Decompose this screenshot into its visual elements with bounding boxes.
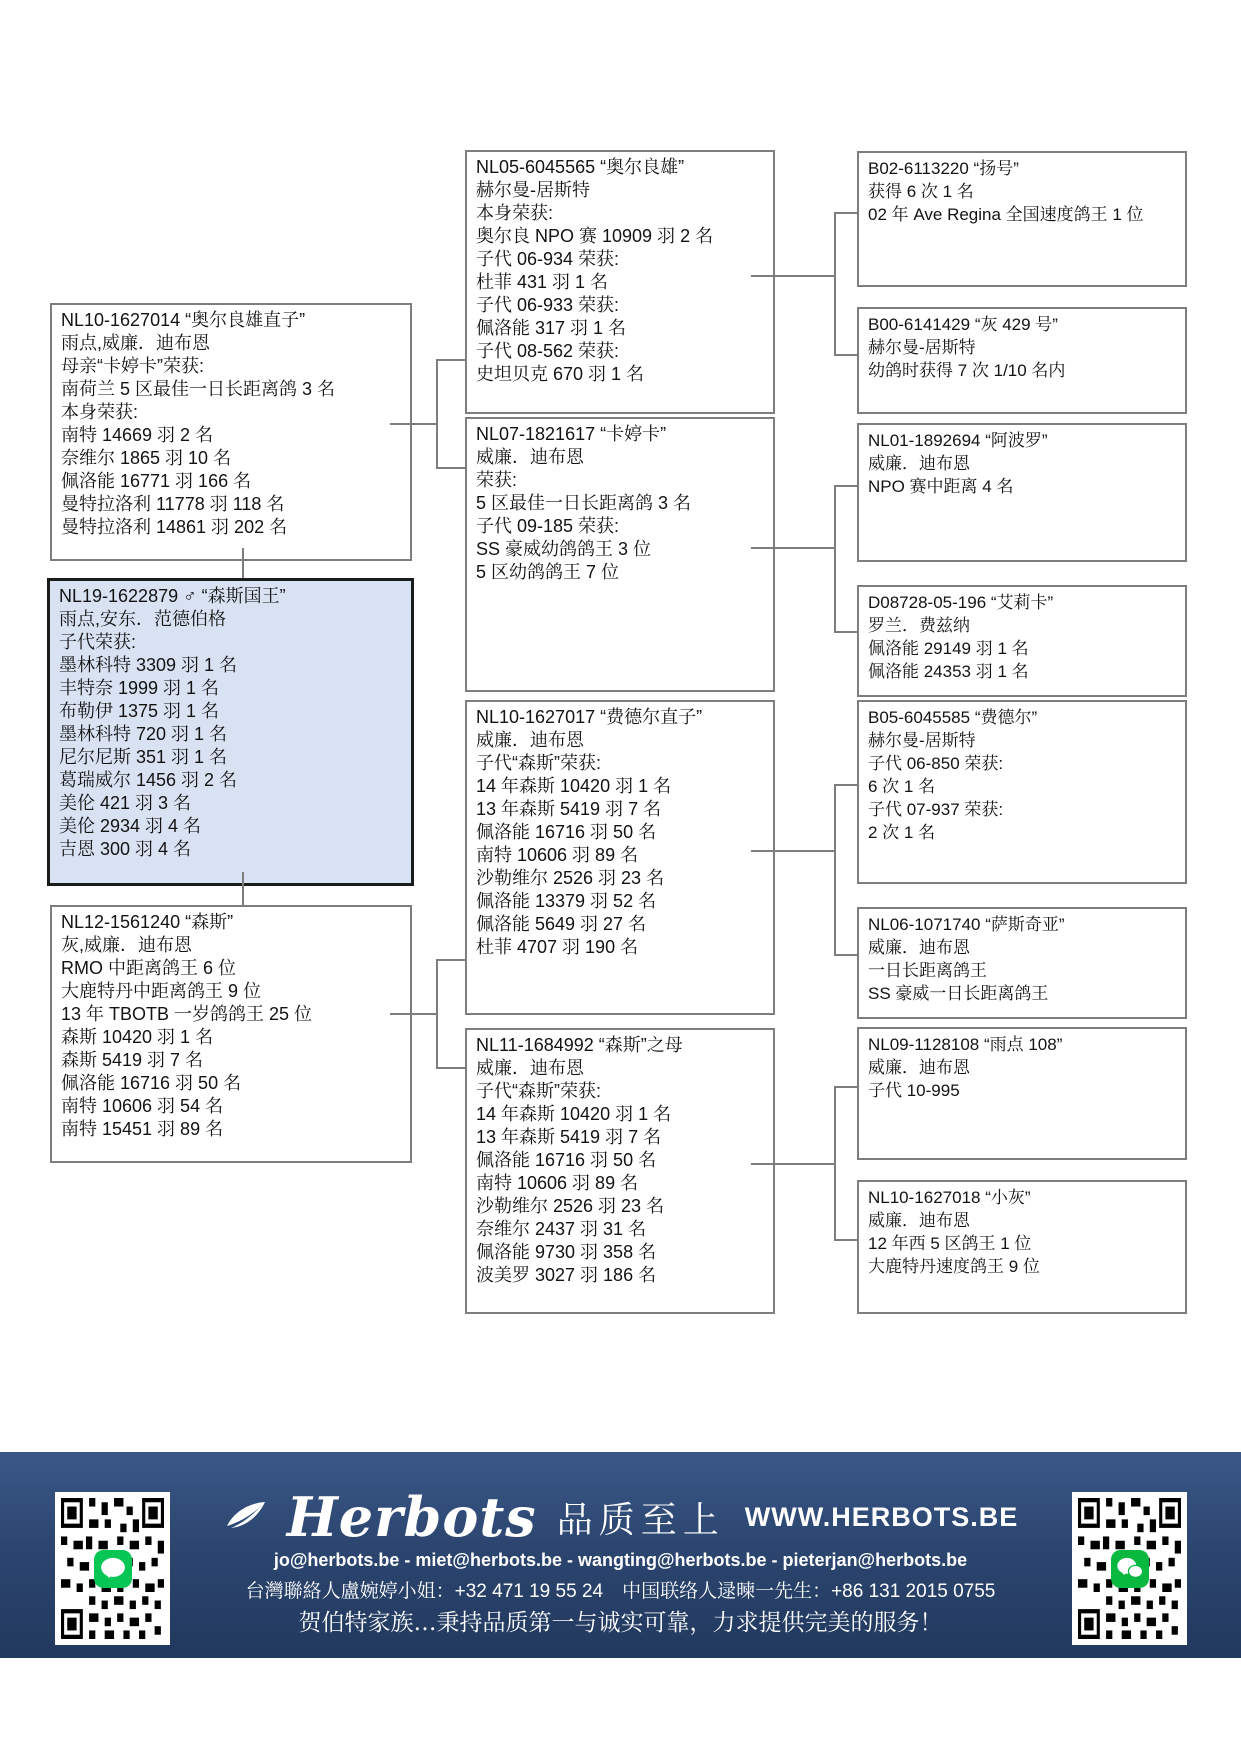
pedigree-line: 奈维尔 2437 羽 31 名 [476, 1219, 647, 1239]
box-lines [868, 452, 1176, 498]
box-lines [59, 608, 402, 861]
pedigree-line: 南特 10606 羽 89 名 [476, 845, 639, 865]
pedigree-line: 丰特奈 1999 羽 1 名 [59, 678, 220, 698]
pedigree-line: 曼特拉洛利 14861 羽 202 名 [61, 517, 288, 537]
pedigree-connector [834, 954, 857, 956]
quality-tagline: 品质至上 [556, 1499, 725, 1541]
pedigree-line: 02 年 Ave Regina 全国速度鸽王 1 位 [868, 205, 1144, 224]
pedigree-line: 美伦 2934 羽 4 名 [59, 816, 202, 836]
wechat-icon [1111, 1550, 1149, 1588]
box-lines [61, 934, 401, 1141]
qr-code-right [1072, 1492, 1187, 1645]
website-url: WWW.HERBOTS.BE [744, 1501, 1019, 1532]
pedigree-line: RMO 中距离鸽王 6 位 [61, 958, 237, 978]
pedigree-connector [751, 850, 836, 852]
box-lines [868, 336, 1176, 382]
pedigree-line: 子代 06-850 荣获: [868, 754, 1004, 773]
pedigree-connector [436, 1067, 465, 1069]
ring-number-title: NL05-6045565 “奥尔良雄” [476, 157, 685, 177]
footer-banner [0, 1452, 1241, 1658]
pedigree-connector [751, 275, 836, 277]
pedigree-box-father [50, 303, 412, 561]
pedigree-line: 灰,威廉．迪布恩 [61, 935, 193, 955]
pedigree-connector [436, 959, 465, 961]
pedigree-line: 威廉．迪布恩 [868, 938, 970, 957]
pedigree-line: 威廉．迪布恩 [868, 1211, 970, 1230]
pedigree-line: 雨点,威廉．迪布恩 [61, 333, 211, 353]
ring-number-title: NL01-1892694 “阿波罗” [868, 431, 1048, 450]
pedigree-line: 13 年森斯 5419 羽 7 名 [476, 1127, 662, 1147]
ring-number-title: NL12-1561240 “森斯” [61, 912, 234, 932]
contact-line: 台灣聯絡人盧婉婷小姐：+32 471 19 55 24 中国联络人逯暕一先生：+86 131 2015 0755 [245, 1581, 996, 1602]
pedigree-line: 子代“森斯”荣获: [476, 1081, 601, 1101]
pedigree-line: 墨林科特 3309 羽 1 名 [59, 655, 238, 675]
footer-logo-row [170, 1485, 1071, 1549]
pedigree-box-great-grandparent-2 [857, 307, 1187, 414]
box-lines [476, 179, 764, 386]
pedigree-connector [834, 784, 836, 956]
pedigree-line: 子代 06-934 荣获: [476, 249, 620, 269]
pedigree-line: 获得 6 次 1 名 [868, 182, 974, 201]
pedigree-line: 威廉．迪布恩 [476, 1058, 584, 1078]
pedigree-line: 森斯 5419 羽 7 名 [61, 1050, 204, 1070]
pedigree-connector [242, 872, 244, 905]
pedigree-connector [834, 784, 857, 786]
pedigree-line: 吉恩 300 羽 4 名 [59, 839, 192, 859]
pedigree-connector [834, 485, 857, 487]
pedigree-line: 子代 07-937 荣获: [868, 800, 1004, 819]
ring-number-title: NL10-1627014 “奥尔良雄直子” [61, 310, 306, 330]
pedigree-connector [242, 548, 244, 578]
pedigree-line: 威廉．迪布恩 [868, 1058, 970, 1077]
box-lines [868, 614, 1176, 683]
pedigree-line: 14 年森斯 10420 羽 1 名 [476, 1104, 672, 1124]
pedigree-line: NPO 赛中距离 4 名 [868, 477, 1014, 496]
pedigree-line: 13 年森斯 5419 羽 7 名 [476, 799, 662, 819]
pedigree-line: 12 年西 5 区鸽王 1 位 [868, 1234, 1032, 1253]
pedigree-connector [390, 1013, 438, 1015]
pedigree-connector [834, 212, 836, 356]
pedigree-line: 14 年森斯 10420 羽 1 名 [476, 776, 672, 796]
pedigree-line: 佩洛能 16716 羽 50 名 [61, 1073, 242, 1093]
box-lines [868, 936, 1176, 1005]
ring-number-title: NL07-1821617 “卡婷卡” [476, 424, 667, 444]
pedigree-box-great-grandparent-6 [857, 907, 1187, 1019]
ring-number-title: D08728-05-196 “艾莉卡” [868, 593, 1054, 612]
box-lines [476, 1057, 764, 1287]
pedigree-box-maternal-grandmother [465, 1028, 775, 1314]
box-lines [868, 1209, 1176, 1278]
pedigree-line: 威廉．迪布恩 [476, 730, 584, 750]
pedigree-line: 美伦 421 羽 3 名 [59, 793, 192, 813]
pedigree-line: 子代 10-995 [868, 1081, 960, 1100]
ring-number-title: NL19-1622879 ♂ “森斯国王” [59, 586, 286, 606]
pedigree-connector [436, 467, 465, 469]
pedigree-line: 13 年 TBOTB 一岁鸽鸽王 25 位 [61, 1004, 313, 1024]
pedigree-line: 南特 14669 羽 2 名 [61, 425, 214, 445]
box-lines [61, 332, 401, 539]
pedigree-line: 赫尔曼-居斯特 [868, 731, 976, 750]
line-chat-icon [94, 1550, 132, 1588]
pedigree-line: 赫尔曼-居斯特 [868, 338, 976, 357]
ring-number-title: B02-6113220 “扬号” [868, 159, 1019, 178]
pedigree-box-great-grandparent-4 [857, 585, 1187, 697]
pedigree-box-great-grandparent-5 [857, 700, 1187, 884]
pedigree-box-paternal-grandmother [465, 417, 775, 692]
slogan-line: 贺伯特家族…秉持品质第一与诚实可靠，力求提供完美的服务！ [298, 1610, 943, 1636]
pedigree-box-paternal-grandfather [465, 150, 775, 414]
pedigree-line: 5 区最佳一日长距离鸽 3 名 [476, 493, 692, 513]
feather-icon [223, 1500, 267, 1534]
ring-number-title: B00-6141429 “灰 429 号” [868, 315, 1058, 334]
pedigree-line: 威廉．迪布恩 [868, 454, 970, 473]
pedigree-line: 荣获: [476, 470, 518, 490]
pedigree-box-great-grandparent-3 [857, 423, 1187, 562]
pedigree-line: 墨林科特 720 羽 1 名 [59, 724, 228, 744]
pedigree-line: 尼尔尼斯 351 羽 1 名 [59, 747, 228, 767]
pedigree-box-great-grandparent-7 [857, 1027, 1187, 1160]
pedigree-line: 史坦贝克 670 羽 1 名 [476, 364, 645, 384]
email-list: jo@herbots.be - miet@herbots.be - wangting@herbots.be - pieterjan@herbots.be [273, 1550, 968, 1570]
pedigree-connector [751, 1163, 836, 1165]
pedigree-line: 本身荣获: [61, 402, 139, 422]
pedigree-line: 子代 09-185 荣获: [476, 516, 620, 536]
pedigree-line: 佩洛能 9730 羽 358 名 [476, 1242, 657, 1262]
pedigree-line: 佩洛能 24353 羽 1 名 [868, 662, 1029, 681]
pedigree-line: 佩洛能 5649 羽 27 名 [476, 914, 647, 934]
ring-number-title: NL11-1684992 “森斯”之母 [476, 1035, 683, 1055]
pedigree-box-main-bird [47, 578, 414, 886]
ring-number-title: NL06-1071740 “萨斯奇亚” [868, 915, 1065, 934]
box-lines [868, 180, 1176, 226]
pedigree-line: 佩洛能 16716 羽 50 名 [476, 1150, 657, 1170]
pedigree-line: 沙勒维尔 2526 羽 23 名 [476, 868, 665, 888]
ring-number-title: B05-6045585 “费德尔” [868, 708, 1038, 727]
pedigree-line: 罗兰．费兹纳 [868, 616, 970, 635]
pedigree-line: 佩洛能 16716 羽 50 名 [476, 822, 657, 842]
pedigree-line: 佩洛能 317 羽 1 名 [476, 318, 627, 338]
pedigree-connector [834, 212, 857, 214]
pedigree-line: 曼特拉洛利 11778 羽 118 名 [61, 494, 285, 514]
pedigree-connector [436, 359, 465, 361]
pedigree-line: 本身荣获: [476, 203, 554, 223]
pedigree-box-mother [50, 905, 412, 1163]
pedigree-box-maternal-grandfather [465, 700, 775, 1015]
pedigree-line: 杜菲 431 羽 1 名 [476, 272, 609, 292]
pedigree-line: 杜菲 4707 羽 190 名 [476, 937, 639, 957]
pedigree-line: 6 次 1 名 [868, 777, 936, 796]
pedigree-line: 母亲“卡婷卡”荣获: [61, 356, 204, 376]
ring-number-title: NL10-1627017 “费德尔直子” [476, 707, 703, 727]
pedigree-line: 南特 15451 羽 89 名 [61, 1119, 224, 1139]
pedigree-line: 奥尔良 NPO 赛 10909 羽 2 名 [476, 226, 714, 246]
pedigree-connector [834, 1239, 857, 1241]
pedigree-line: 子代荣获: [59, 632, 137, 652]
pedigree-connector [834, 1086, 836, 1241]
pedigree-connector [751, 547, 836, 549]
pedigree-line: 波美罗 3027 羽 186 名 [476, 1265, 657, 1285]
pedigree-line: 幼鸽时获得 7 次 1/10 名内 [868, 361, 1066, 380]
pedigree-line: 2 次 1 名 [868, 823, 936, 842]
pedigree-line: 大鹿特丹中距离鸽王 9 位 [61, 981, 262, 1001]
pedigree-line: 威廉．迪布恩 [476, 447, 584, 467]
box-lines [476, 729, 764, 959]
pedigree-line: 南特 10606 羽 54 名 [61, 1096, 224, 1116]
pedigree-line: SS 豪威幼鸽鸽王 3 位 [476, 539, 652, 559]
ring-number-title: NL09-1128108 “雨点 108” [868, 1035, 1063, 1054]
pedigree-line: 奈维尔 1865 羽 10 名 [61, 448, 232, 468]
pedigree-line: SS 豪威一日长距离鸽王 [868, 984, 1049, 1003]
pedigree-connector [436, 959, 438, 1069]
pedigree-connector [834, 1086, 857, 1088]
pedigree-line: 葛瑞威尔 1456 羽 2 名 [59, 770, 238, 790]
pedigree-line: 森斯 10420 羽 1 名 [61, 1027, 214, 1047]
herbots-logo: Herbots [286, 1485, 537, 1549]
pedigree-box-great-grandparent-1 [857, 151, 1187, 287]
pedigree-line: 赫尔曼-居斯特 [476, 180, 590, 200]
box-lines [868, 1056, 1176, 1102]
pedigree-line: 南特 10606 羽 89 名 [476, 1173, 639, 1193]
pedigree-line: 佩洛能 29149 羽 1 名 [868, 639, 1029, 658]
pedigree-line: 子代 06-933 荣获: [476, 295, 620, 315]
pedigree-line: 沙勒维尔 2526 羽 23 名 [476, 1196, 665, 1216]
pedigree-line: 一日长距离鸽王 [868, 961, 987, 980]
box-lines [476, 446, 764, 584]
ring-number-title: NL10-1627018 “小灰” [868, 1188, 1031, 1207]
pedigree-line: 大鹿特丹速度鸽王 9 位 [868, 1257, 1040, 1276]
pedigree-connector [834, 485, 836, 633]
box-lines [868, 729, 1176, 844]
qr-code-left [55, 1492, 170, 1645]
pedigree-line: 南荷兰 5 区最佳一日长距离鸽 3 名 [61, 379, 336, 399]
pedigree-connector [834, 631, 857, 633]
pedigree-line: 子代“森斯”荣获: [476, 753, 601, 773]
pedigree-line: 雨点,安东．范德伯格 [59, 609, 227, 629]
pedigree-box-great-grandparent-8 [857, 1180, 1187, 1314]
pedigree-line: 佩洛能 16771 羽 166 名 [61, 471, 252, 491]
pedigree-connector [436, 359, 438, 469]
pedigree-line: 5 区幼鸽鸽王 7 位 [476, 562, 620, 582]
pedigree-line: 子代 08-562 荣获: [476, 341, 620, 361]
pedigree-line: 布勒伊 1375 羽 1 名 [59, 701, 220, 721]
pedigree-line: 佩洛能 13379 羽 52 名 [476, 891, 657, 911]
pedigree-connector [834, 354, 857, 356]
pedigree-connector [390, 423, 438, 425]
